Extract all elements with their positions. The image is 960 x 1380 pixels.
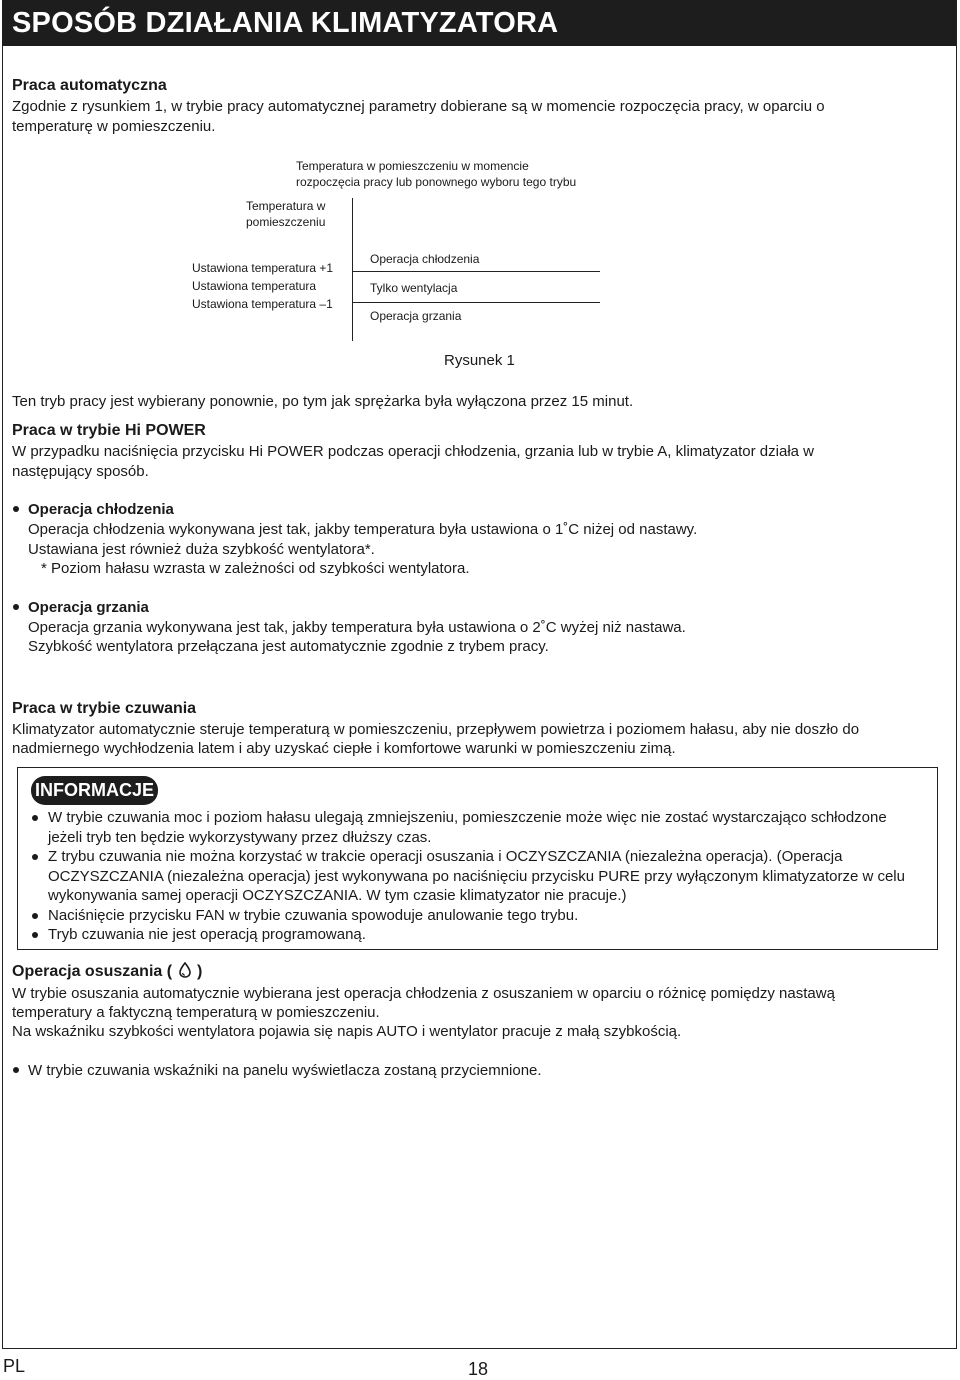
figure-caption: Rysunek 1 — [444, 352, 515, 369]
figure-fan-only-label: Tylko wentylacja — [370, 281, 458, 295]
hipower-cooling-note: * Poziom hałasu wzrasta w zależności od szybkości wentylatora. — [41, 560, 470, 577]
bullet-dot — [32, 854, 38, 860]
dry-heading — [12, 962, 202, 982]
figure-set-minus-label: Ustawiona temperatura –1 — [192, 297, 333, 311]
info-item-text: Naciśnięcie przycisku FAN w trybie czuwania spowoduje anulowanie tego trybu. — [48, 906, 579, 924]
info-item-text: Z trybu czuwania nie można korzystać w trakcie operacji osuszania i OCZYSZCZANIA (niezależna operacja). (Operacja OCZYSZCZANIA (niezależna operacja) jest wykonywana po naciśnięciu przycisku PURE przy wyłączonym klimatyzatorze w celu wykonywania samej operacji OCZYSZCZANIA. W tym czasie klimatyzator nie pracuje.) — [48, 848, 905, 904]
title-bar — [2, 0, 956, 46]
info-item-text: W trybie czuwania moc i poziom hałasu ulegają zmniejszeniu, pomieszczenie może więc nie zostać wystarczająco schłodzone jeżeli tryb ten będzie wykorzystywany przez dłuższy czas. — [48, 809, 887, 846]
info-badge: INFORMACJE — [31, 776, 158, 805]
dry-heading-text: Operacja osuszania ( — [12, 963, 173, 980]
figure-line-set-plus — [352, 271, 600, 272]
quiet-heading: Praca w trybie czuwania — [12, 700, 197, 717]
dry-text-line3: Na wskaźniku szybkości wentylatora pojawia się napis AUTO i wentylator pracuje z małą szybkością. — [12, 1023, 682, 1040]
figure-room-temp-line1: Temperatura w — [246, 199, 326, 213]
page-title: SPOSÓB DZIAŁANIA KLIMATYZATORA — [12, 7, 559, 39]
info-item — [30, 925, 910, 945]
auto-text-line1: Zgodnie z rysunkiem 1, w trybie pracy automatycznej parametry dobierane są w momencie rozpoczęcia pracy, w oparciu o — [12, 98, 825, 115]
hipower-heading: Praca w trybie Hi POWER — [12, 422, 206, 439]
figure-heating-label: Operacja grzania — [370, 309, 462, 323]
footer-language: PL — [3, 1356, 26, 1376]
figure-top-label-line2: rozpoczęcia pracy lub ponownego wyboru tego trybu — [296, 175, 577, 189]
droplet-icon — [178, 962, 192, 978]
hipower-cooling-heading: Operacja chłodzenia — [28, 501, 174, 518]
dry-heading-close: ) — [196, 963, 203, 980]
figure-set-plus-label: Ustawiona temperatura +1 — [192, 261, 334, 275]
bullet-dot — [32, 913, 38, 919]
info-item — [30, 906, 910, 926]
info-item — [30, 847, 910, 906]
figure-set-label: Ustawiona temperatura — [192, 279, 317, 293]
figure-room-temp-line2: pomieszczeniu — [246, 215, 326, 229]
dry-bullet: W trybie czuwania wskaźniki na panelu wyświetlacza zostaną przyciemnione. — [28, 1062, 542, 1079]
auto-text-line2: temperaturę w pomieszczeniu. — [12, 118, 216, 135]
quiet-text-line1: Klimatyzator automatycznie steruje temperaturą w pomieszczeniu, przepływem powietrza i poziomem hałasu, aby nie doszło do — [12, 721, 860, 738]
figure-cooling-label: Operacja chłodzenia — [370, 252, 480, 266]
page-border-bottom — [2, 1348, 957, 1349]
dry-text-line2: temperatury a faktyczną temperaturą w pomieszczeniu. — [12, 1004, 380, 1021]
auto-note: Ten tryb pracy jest wybierany ponownie, po tym jak sprężarka była wyłączona przez 15 minut. — [12, 393, 634, 410]
hipower-heating-heading: Operacja grzania — [28, 599, 149, 616]
quiet-text-line2: nadmiernego wychłodzenia latem i aby uzyskać ciepłe i komfortowe warunki w pomieszczeniu zimą. — [12, 740, 676, 757]
dry-text-line1: W trybie osuszania automatycznie wybierana jest operacja chłodzenia z osuszaniem w oparciu o różnicę pomiędzy nastawą — [12, 985, 835, 1002]
figure-line-set-minus — [352, 302, 600, 303]
hipower-text-line2: następujący sposób. — [12, 463, 149, 480]
hipower-cooling-line1: Operacja chłodzenia wykonywana jest tak, jakby temperatura była ustawiona o 1˚C niżej od nastawy. — [28, 521, 698, 538]
hipower-heating-line2: Szybkość wentylatora przełączana jest automatycznie zgodnie z trybem pracy. — [28, 638, 549, 655]
bullet-dot — [32, 932, 38, 938]
figure-top-label-line1: Temperatura w pomieszczeniu w momencie — [296, 159, 529, 173]
hipower-cooling-line2: Ustawiana jest również duża szybkość wentylatora*. — [28, 541, 375, 558]
auto-heading: Praca automatyczna — [12, 77, 167, 94]
bullet-dot — [13, 506, 19, 512]
figure-vertical-axis — [352, 198, 353, 341]
info-item-text: Tryb czuwania nie jest operacją programowaną. — [48, 926, 366, 943]
info-list — [30, 808, 910, 945]
hipower-text-line1: W przypadku naciśnięcia przycisku Hi POWER podczas operacji chłodzenia, grzania lub w trybie A, klimatyzator działa w — [12, 443, 814, 460]
bullet-dot — [13, 1067, 19, 1073]
page-border-right — [956, 0, 957, 1349]
page-border-left — [2, 46, 3, 1349]
bullet-dot — [32, 815, 38, 821]
hipower-heating-line1: Operacja grzania wykonywana jest tak, jakby temperatura była ustawiona o 2˚C wyżej niż nastawa. — [28, 619, 686, 636]
bullet-dot — [13, 604, 19, 610]
page-number: 18 — [468, 1359, 489, 1379]
info-item — [30, 808, 910, 847]
